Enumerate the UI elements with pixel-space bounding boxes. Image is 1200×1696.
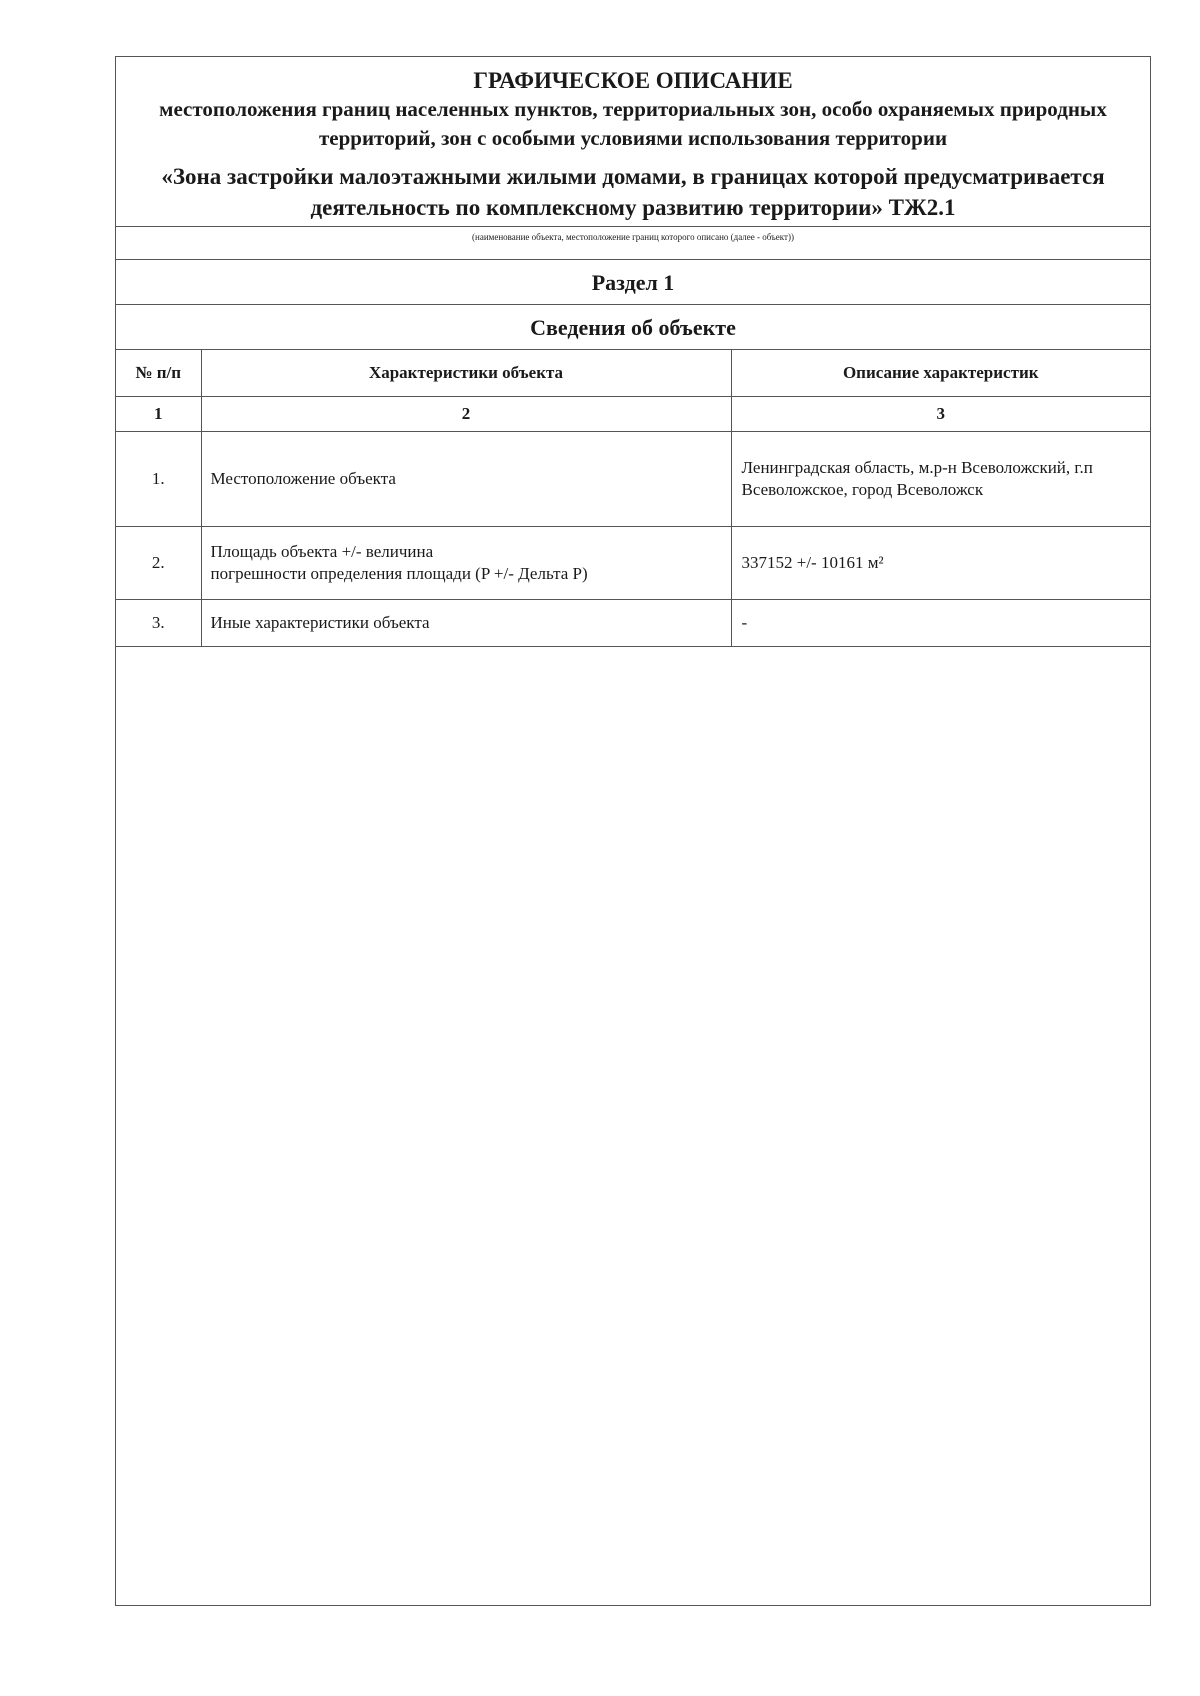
section-title: Раздел 1 <box>116 259 1150 304</box>
row-characteristic <box>201 527 731 600</box>
document-page <box>115 56 1151 1606</box>
column-number: 3 <box>731 397 1150 432</box>
header-index: № п/п <box>116 350 201 397</box>
column-number: 1 <box>116 397 201 432</box>
object-name-caption: (наименование объекта, местоположение границ которого описано (далее - объект)) <box>472 232 794 242</box>
table-header-row <box>116 350 1150 397</box>
object-name: «Зона застройки малоэтажными жилыми домами, в границах которой предусматривается деятельность по комплексному развитию территории» ТЖ2.1 <box>161 164 1105 220</box>
row-characteristic: Местоположение объекта <box>201 432 731 527</box>
header-characteristic: Характеристики объекта <box>201 350 731 397</box>
table-row <box>116 527 1150 600</box>
row-description: - <box>731 600 1150 647</box>
row-description: Ленинградская область, м.р-н Всеволожский, г.п Всеволожское, город Всеволожск <box>731 432 1150 527</box>
column-number: 2 <box>201 397 731 432</box>
row-index: 3. <box>116 600 201 647</box>
row-characteristic: Иные характеристики объекта <box>201 600 731 647</box>
object-info-table <box>116 349 1150 647</box>
header-description: Описание характеристик <box>731 350 1150 397</box>
row-index: 2. <box>116 527 201 600</box>
document-header <box>116 57 1150 223</box>
row-index: 1. <box>116 432 201 527</box>
row-description: 337152 +/- 10161 м² <box>731 527 1150 600</box>
row-characteristic-line: Площадь объекта +/- величина <box>210 542 434 561</box>
document-title: ГРАФИЧЕСКОЕ ОПИСАНИЕ <box>473 68 793 93</box>
row-characteristic-line: погрешности определения площади (P +/- Дельта P) <box>210 564 588 583</box>
column-number-row <box>116 397 1150 432</box>
document-subtitle: местоположения границ населенных пунктов, территориальных зон, особо охраняемых природных территорий, зон с особыми условиями использования территории <box>159 97 1107 150</box>
table-row <box>116 432 1150 527</box>
section-subtitle: Сведения об объекте <box>116 304 1150 349</box>
object-name-underline <box>116 226 1150 259</box>
table-row <box>116 600 1150 647</box>
